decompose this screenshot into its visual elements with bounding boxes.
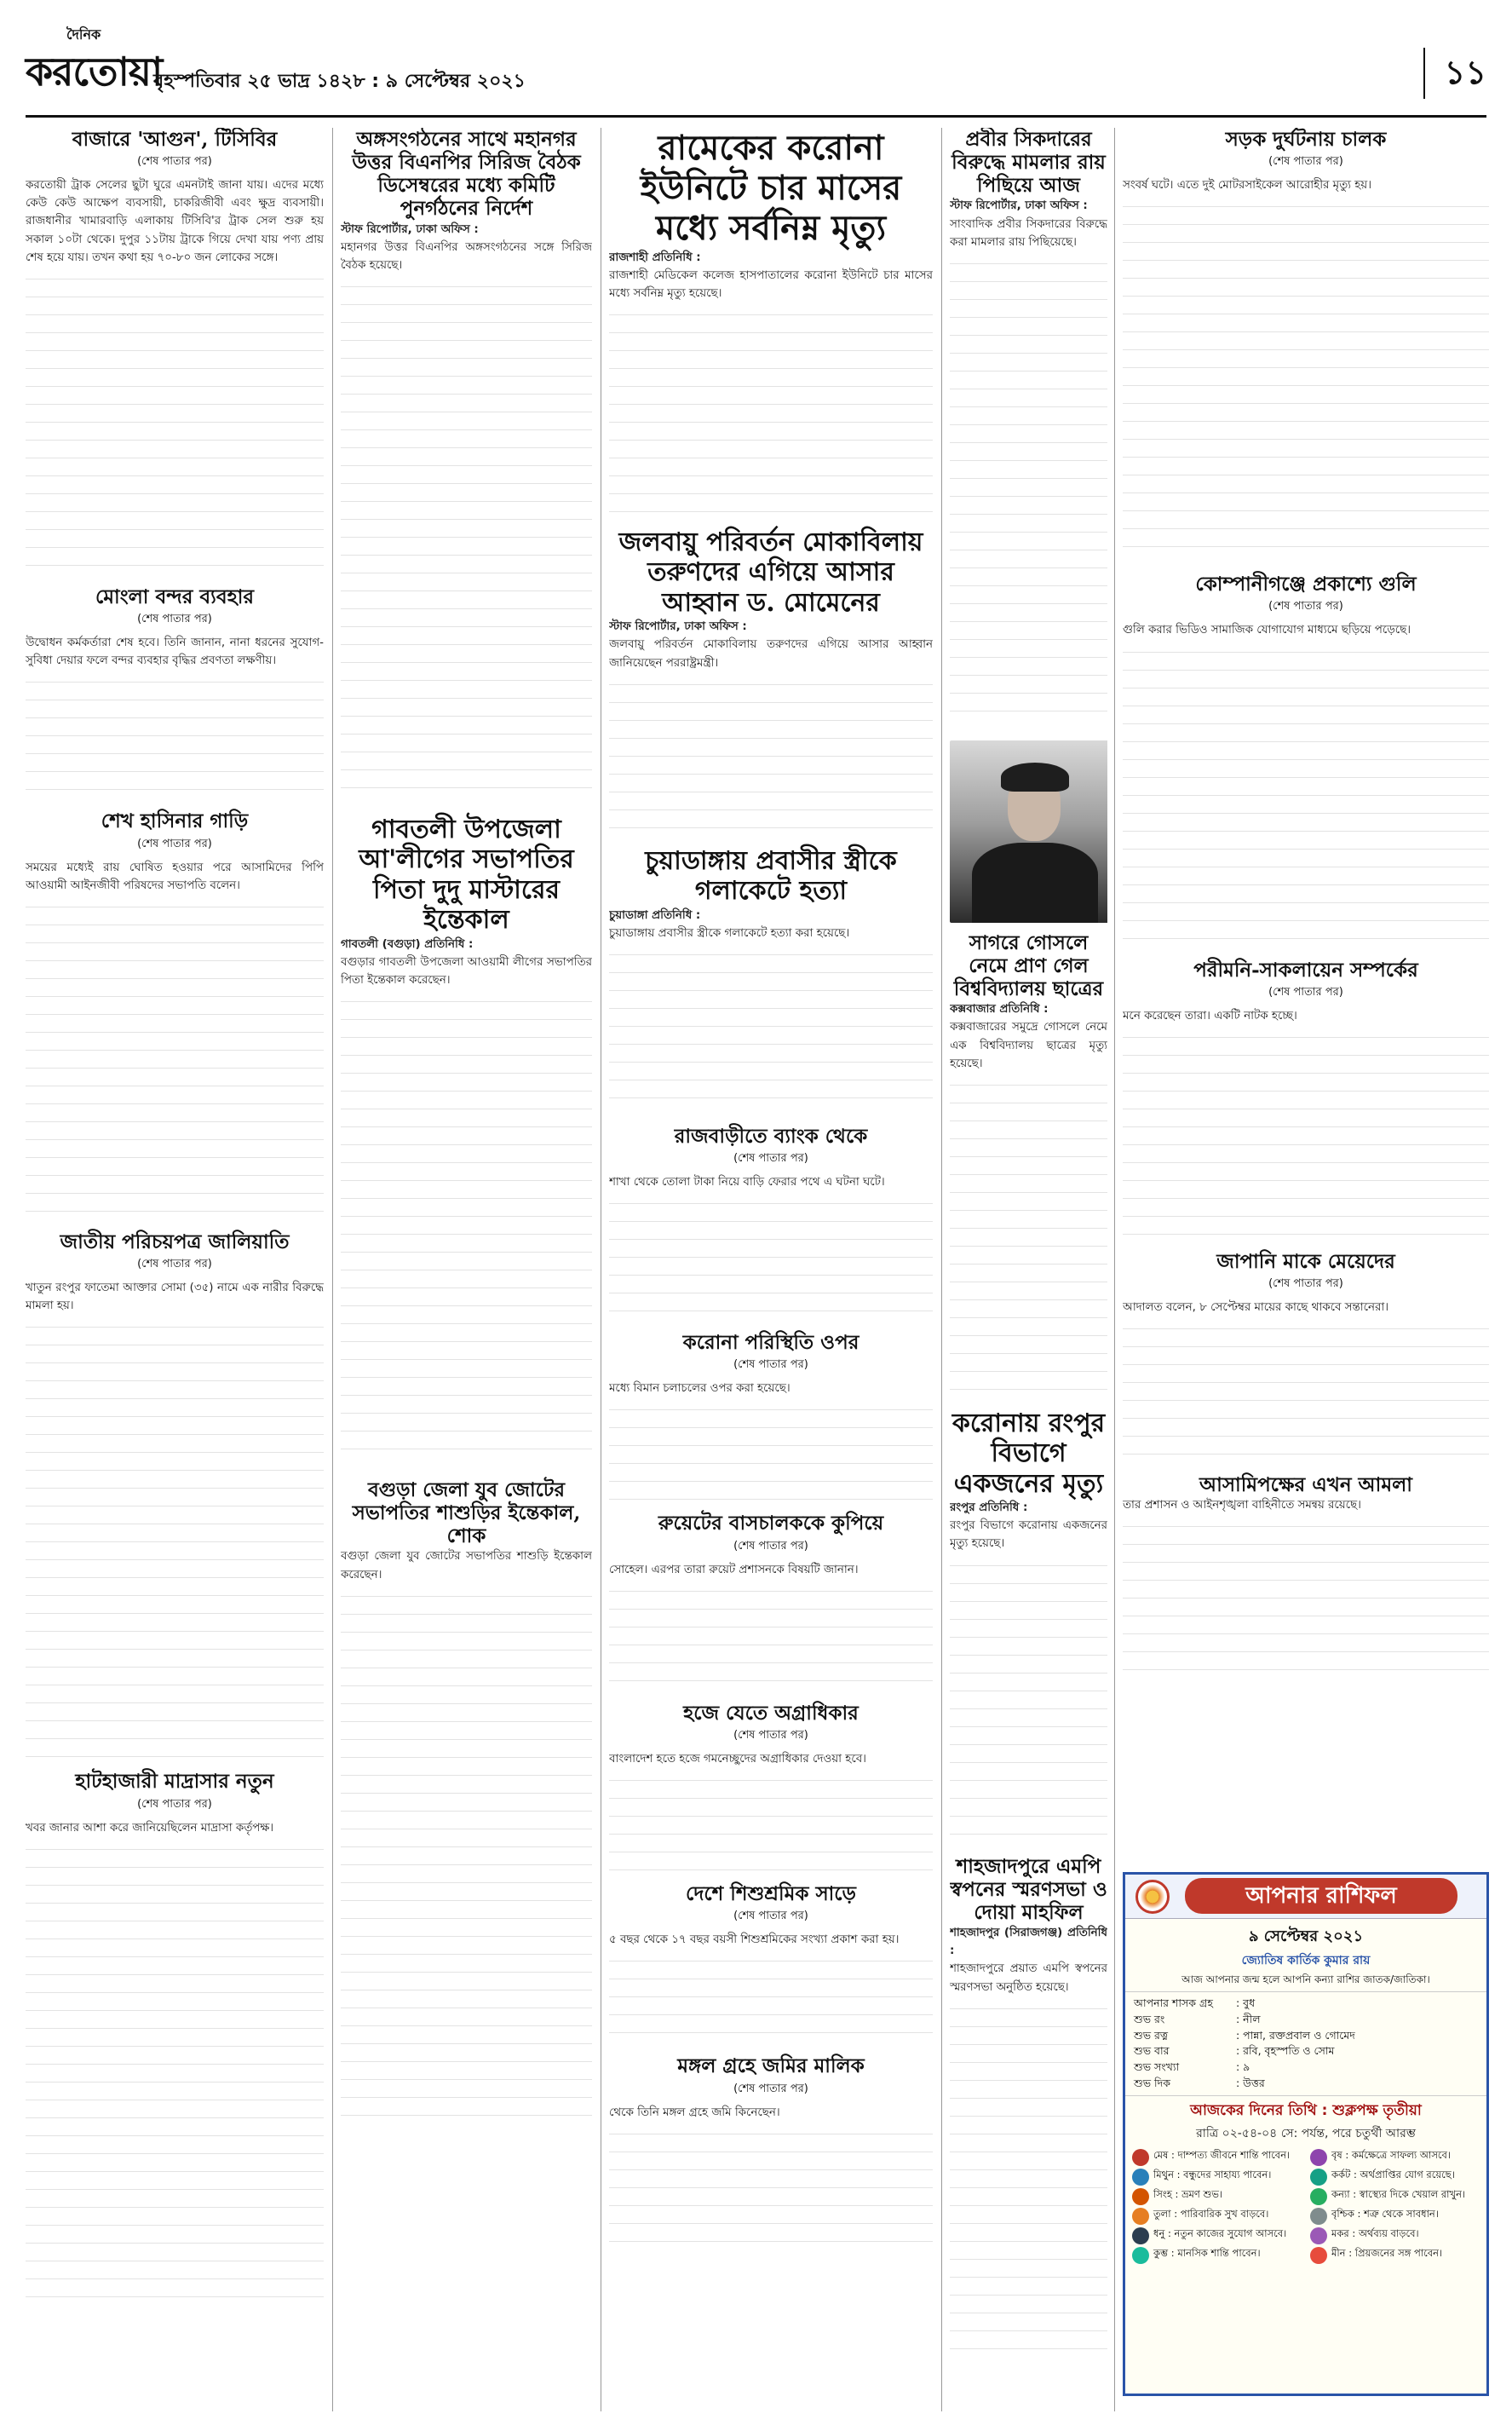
zodiac-sign-text: বৃষ : কর্মক্ষেত্রে সাফল্য আসবে।: [1331, 2148, 1452, 2161]
horoscope-row: [1134, 2043, 1478, 2059]
horoscope-attributes: [1125, 1992, 1486, 2095]
dateline: বৃহস্পতিবার ২৫ ভাদ্র ১৪২৮ : ৯ সেপ্টেম্বর ২০২১: [153, 71, 526, 92]
zodiac-sign-text: মকর : অর্থব্যয় বাড়বে।: [1331, 2226, 1419, 2239]
continuation-note: (শেষ পাতার পর): [1268, 1277, 1343, 1291]
byline: স্টাফ রিপোর্টার, ঢাকা অফিস :: [341, 222, 479, 236]
headline: রুয়েটের বাসচালককে কুপিয়ে: [658, 1512, 884, 1535]
headline: পরীমনি-সাকলায়েন সম্পর্কের: [1193, 958, 1418, 982]
article: [1123, 128, 1489, 561]
byline: শাহজাদপুর (সিরাজগঞ্জ) প্রতিনিধি :: [950, 1927, 1107, 1958]
article-body: চুয়াডাঙ্গায় প্রবাসীর স্ত্রীকে গলাকেটে হত্যা করা হয়েছে।: [609, 926, 850, 940]
headline: করোনা পরিস্থিতি ওপর: [682, 1331, 859, 1355]
zodiac-sign-text: কুম্ভ : মানসিক শান্তি পাবেন।: [1153, 2246, 1261, 2259]
article-body: খবর জানার আশা করে জানিয়েছিলেন মাদ্রাসা কর্তৃপক্ষ।: [26, 1821, 274, 1835]
article-body: সোহেল। এরপর তারা রুয়েট প্রশাসনকে বিষয়টি জানান।: [609, 1563, 859, 1576]
article: [609, 846, 933, 1113]
text-block: [26, 895, 324, 1218]
zodiac-sign-text: সিংহ : ভ্রমণ শুভ।: [1153, 2187, 1223, 2200]
tithi-time: রাত্রি ০২-৫৪-০৪ সে: পর্যন্ত, পরে চতুর্থী আরম্ভ: [1196, 2126, 1416, 2140]
article-body: করতোয়ী ট্রাক সেলের ছুটা ঘুরে এমনটাই জানা যায়। এদের মধ্যে কেউ কেউ আক্ষেপ ব্যবসায়ী, চাকরিজীবী এবং ক্ষুদ্র ব্যবসায়ী। রাজধানীর খামারবাড়ি এলাকায় টিসিবি'র ট্রাক সেল শুরু হয় সকাল ১০টা থেকে। দুপুর ১১টায় ট্রাকে গিয়ে দেখা যায় পণ্য প্রায় শেষ হয়ে যায়। তখন কথা হয় ৭০-৮০ জন লোকের সঙ্গে।: [26, 179, 324, 264]
column-divider: [941, 128, 942, 2411]
byline: রাজশাহী প্রতিনিধি :: [609, 251, 701, 264]
zodiac-sign-icon: [1132, 2247, 1149, 2264]
horoscope-row-key: আপনার শাসক গ্রহ: [1134, 1996, 1213, 2009]
zodiac-sign-text: তুলা : পারিবারিক সুখ বাড়বে।: [1153, 2207, 1269, 2220]
headline: করোনায় রংপুর বিভাগে একজনের মৃত্যু: [951, 1408, 1106, 1499]
article-body: সাংবাদিক প্রবীর সিকদারের বিরুদ্ধে করা মামলার রায় পিছিয়েছে।: [950, 217, 1107, 249]
article-body: সময়ের মধ্যেই রায় ঘোষিত হওয়ার পরে আসামিদের পিপি আওয়ামী আইনজীবী পরিষদের সভাপতি বলেন।: [26, 861, 324, 892]
horoscope-row-key: শুভ বার: [1134, 2044, 1170, 2058]
article: [609, 1702, 933, 1870]
zodiac-sign-entry: [1310, 2149, 1480, 2166]
zodiac-sign-text: মেষ : দাম্পত্য জীবনে শান্তি পাবেন।: [1153, 2148, 1291, 2161]
horoscope-box: [1123, 1872, 1489, 2396]
headline: কোম্পানীগঞ্জে প্রকাশ্যে গুলি: [1195, 573, 1417, 596]
continuation-note: (শেষ পাতার পর): [1268, 155, 1343, 169]
article: [609, 1331, 933, 1500]
headline: বগুড়া জেলা যুব জোটের সভাপতির শাশুড়ির ইন্তেকাল, শোক: [352, 1478, 581, 1548]
headline: হাটহাজারী মাদ্রাসার নতুন: [75, 1770, 274, 1794]
article: [1123, 573, 1489, 946]
continuation-note: (শেষ পাতার পর): [733, 1539, 808, 1552]
article: [950, 931, 1107, 1397]
headline: সড়ক দুর্ঘটনায় চালক: [1225, 128, 1387, 151]
text-block: [609, 302, 933, 516]
zodiac-sign-icon: [1310, 2169, 1327, 2186]
article: [341, 1478, 592, 2129]
article-body: আদালত বলেন, ৮ সেপ্টেম্বর মায়ের কাছে থাকবে সন্তানেরা।: [1123, 1301, 1389, 1315]
article: [26, 1770, 324, 2313]
article-body: শাখা থেকে তোলা টাকা নিয়ে বাড়ি ফেরার পথে এ ঘটনা ঘটে।: [609, 1176, 885, 1190]
article: [609, 2054, 933, 2257]
zodiac-sign-entry: [1310, 2169, 1480, 2186]
column-1: [26, 128, 324, 2411]
zodiac-sign-entry: [1132, 2169, 1302, 2186]
horoscope-row: [1134, 2028, 1478, 2044]
continuation-note: (শেষ পাতার পর): [137, 155, 212, 169]
headline: শেখ হাসিনার গাড়ি: [101, 809, 249, 833]
text-block: [609, 942, 933, 1113]
headline: বাজারে 'আগুন', টিসিবির: [72, 128, 278, 151]
text-block: [26, 1315, 324, 1758]
headline: জলবায়ু পরিবর্তন মোকাবিলায় তরুণদের এগিয়ে আসার আহ্বান ড. মোমেনের: [618, 527, 923, 618]
continuation-note: (শেষ পাতার পর): [137, 613, 212, 626]
zodiac-sign-grid: [1125, 2149, 1486, 2264]
continuation-note: (শেষ পাতার পর): [137, 1797, 212, 1811]
byline: স্টাফ রিপোর্টার, ঢাকা অফিস :: [609, 620, 747, 634]
article: [26, 1230, 324, 1758]
article-body: রংপুর বিভাগে করোনায় একজনের মৃত্যু হয়েছে।: [950, 1519, 1107, 1551]
continuation-note: (শেষ পাতার পর): [1268, 600, 1343, 614]
zodiac-sign-text: কর্কট : অর্থপ্রাপ্তির যোগ রয়েছে।: [1331, 2168, 1455, 2180]
zodiac-sign-icon: [1132, 2227, 1149, 2244]
text-block: [609, 672, 933, 834]
column-divider: [1114, 128, 1115, 2411]
continuation-note: (শেষ পাতার পর): [137, 1258, 212, 1271]
zodiac-wheel-icon: [1135, 1880, 1170, 1914]
article: [26, 585, 324, 798]
article-body: গুলি করার ভিডিও সামাজিক যোগাযোগ মাধ্যমে ছড়িয়ে পড়েছে।: [1123, 624, 1411, 637]
headline: হজে যেতে অগ্রাধিকার: [683, 1701, 859, 1725]
zodiac-sign-icon: [1310, 2149, 1327, 2166]
horoscope-row-key: শুভ দিক: [1134, 2076, 1170, 2089]
headline: আসামিপক্ষের এখন আমলা: [1199, 1473, 1412, 1497]
horoscope-row: [1134, 2059, 1478, 2076]
zodiac-sign-icon: [1132, 2169, 1149, 2186]
article-body: উদ্বোধন কর্মকর্তারা শেষ হবে। তিনি জানান, নানা ধরনের সুযোগ-সুবিধা দেয়ার ফলে বন্দর ব্যবহার বৃদ্ধির প্রবণতা লক্ষণীয়।: [26, 637, 324, 668]
horoscope-title: আপনার রাশিফল: [1185, 1878, 1457, 1914]
zodiac-sign-text: ধনু : নতুন কাজের সুযোগ আসবে।: [1153, 2226, 1287, 2239]
horoscope-row-value: : বুধ: [1236, 1996, 1256, 2009]
zodiac-sign-icon: [1132, 2188, 1149, 2205]
horoscope-row-value: : উত্তর: [1236, 2076, 1265, 2089]
zodiac-sign-entry: [1310, 2247, 1480, 2264]
article-body: কক্সবাজারের সমুদ্রে গোসলে নেমে এক বিশ্ববিদ্যালয় ছাত্রের মৃত্যু হয়েছে।: [950, 1021, 1107, 1070]
text-block: [950, 1073, 1107, 1397]
article-body: বগুড়া জেলা যুব জোটের সভাপতির শাশুড়ি ইন্তেকাল করেছেন।: [341, 1550, 592, 1581]
text-block: [1123, 194, 1489, 561]
byline: রংপুর প্রতিনিধি :: [950, 1501, 1028, 1515]
continuation-note: (শেষ পাতার পর): [733, 2082, 808, 2095]
text-block: [950, 251, 1107, 729]
zodiac-sign-icon: [1132, 2208, 1149, 2225]
headline: সাগরে গোসলে নেমে প্রাণ গেল বিশ্ববিদ্যালয় ছাত্রের: [953, 930, 1104, 1001]
text-block: [609, 2122, 933, 2258]
horoscope-row-key: শুভ রং: [1134, 2012, 1165, 2025]
text-block: [609, 1191, 933, 1319]
text-block: [1123, 1514, 1489, 1685]
portrait-photo: [950, 740, 1107, 923]
column-4: [950, 128, 1107, 2411]
headline: গাবতলী উপজেলা আ'লীগের সভাপতির পিতা দুদু মাস্টারের ইন্তেকাল: [359, 815, 574, 936]
article: [609, 1512, 933, 1689]
zodiac-sign-entry: [1132, 2227, 1302, 2244]
zodiac-sign-icon: [1310, 2247, 1327, 2264]
horoscope-row: [1134, 1996, 1478, 2012]
masthead: [26, 17, 1486, 118]
article: [950, 1855, 1107, 2354]
horoscope-row-value: : ৯: [1236, 2060, 1250, 2073]
zodiac-sign-entry: [1132, 2208, 1302, 2225]
page-number: ১১: [1423, 48, 1486, 99]
text-block: [26, 1837, 324, 2314]
continuation-note: (শেষ পাতার পর): [137, 837, 212, 850]
headline: জাতীয় পরিচয়পত্র জালিয়াতি: [60, 1230, 290, 1253]
byline: কক্সবাজার প্রতিনিধি :: [950, 1003, 1049, 1017]
article: [26, 128, 324, 573]
newspaper-logo: [26, 22, 163, 107]
article: [1123, 1250, 1489, 1461]
zodiac-sign-text: মিথুন : বন্ধুদের সাহায্য পাবেন।: [1153, 2168, 1272, 2180]
article-body: মনে করেছেন তারা। একটি নাটক হচ্ছে।: [1123, 1009, 1297, 1023]
horoscope-row-value: : পান্না, রক্তপ্রবাল ও গোমেদ: [1236, 2028, 1355, 2042]
column-divider: [332, 128, 333, 2411]
text-block: [950, 1996, 1107, 2354]
headline: মঙ্গল গ্রহে জমির মালিক: [677, 2054, 865, 2078]
zodiac-sign-icon: [1310, 2188, 1327, 2205]
horoscope-row-key: শুভ সংখ্যা: [1134, 2060, 1180, 2073]
headline: চুয়াডাঙ্গায় প্রবাসীর স্ত্রীকে গলাকেটে হত্যা: [645, 845, 897, 907]
horoscope-row-value: : রবি, বৃহস্পতি ও সোম: [1236, 2044, 1335, 2058]
text-block: [609, 1397, 933, 1500]
horoscope-row-value: : নীল: [1236, 2012, 1261, 2025]
article-body: বাংলাদেশ হতে হজে গমনেচ্ছুদের অগ্রাধিকার দেওয়া হবে।: [609, 1752, 866, 1766]
text-block: [1123, 1025, 1489, 1238]
article: [1123, 1473, 1489, 1685]
article-body: সংবর্ষ ঘটে। এতে দুই মোটরসাইকেল আরোহীর মৃত্যু হয়।: [1123, 179, 1371, 193]
text-block: [609, 1949, 933, 2042]
text-block: [609, 1579, 933, 1690]
zodiac-sign-text: কন্যা : স্বাস্থ্যের দিকে খেয়াল রাখুন।: [1331, 2187, 1466, 2200]
headline: জাপানি মাকে মেয়েদের: [1216, 1249, 1395, 1273]
text-block: [341, 274, 592, 803]
headline: শাহজাদপুরে এমপি স্বপনের স্মরণসভা ও দোয়া মাহফিল: [950, 1854, 1107, 1924]
headline: রাজবাড়ীতে ব্যাংক থেকে: [674, 1124, 868, 1148]
column-3: [609, 128, 933, 2411]
byline: স্টাফ রিপোর্টার, ঢাকা অফিস :: [950, 199, 1088, 213]
zodiac-sign-entry: [1310, 2188, 1480, 2205]
article-body: বগুড়ার গাবতলী উপজেলা আওয়ামী লীগের সভাপতির পিতা ইন্তেকাল করেছেন।: [341, 955, 592, 987]
text-block: [1123, 1316, 1489, 1461]
tithi-label: আজকের দিনের তিথি : শুক্লপক্ষ তৃতীয়া: [1125, 2095, 1486, 2123]
text-block: [950, 1553, 1107, 1843]
continuation-note: (শেষ পাতার পর): [733, 1152, 808, 1166]
text-block: [26, 267, 324, 573]
zodiac-sign-entry: [1132, 2149, 1302, 2166]
article-body: ৫ বছর থেকে ১৭ বছর বয়সী শিশুশ্রমিকের সংখ্যা প্রকাশ করা হয়।: [609, 1933, 900, 1947]
headline: প্রবীর সিকদারের বিরুদ্ধে মামলার রায় পিছিয়ে আজ: [951, 128, 1106, 198]
text-block: [1123, 640, 1489, 947]
zodiac-sign-text: মীন : প্রিয়জনের সঙ্গ পাবেন।: [1331, 2246, 1443, 2259]
astrologer-name: জ্যোতিষ কার্তিক কুমার রায়: [1241, 1954, 1371, 1967]
zodiac-sign-entry: [1132, 2188, 1302, 2205]
continuation-note: (শেষ পাতার পর): [733, 1910, 808, 1923]
continuation-note: (শেষ পাতার পর): [733, 1358, 808, 1372]
text-block: [341, 989, 592, 1466]
continuation-note: (শেষ পাতার পর): [733, 1728, 808, 1742]
article: [341, 815, 592, 1466]
article-body: মধ্যে বিমান চলাচলের ওপর করা হয়েছে।: [609, 1382, 790, 1396]
logo-name: করতোয়া: [26, 49, 163, 95]
zodiac-sign-entry: [1132, 2247, 1302, 2264]
headline: রামেকের করোনা ইউনিটে চার মাসের মধ্যে সর্বনিম্ন মৃত্যু: [640, 128, 902, 249]
article: [950, 1408, 1107, 1843]
article-body: খাতুন রংপুর ফাতেমা আক্তার সোমা (৩৫) নামে এক নারীর বিরুদ্ধে মামলা হয়।: [26, 1282, 324, 1313]
headline: দেশে শিশুশ্রমিক সাড়ে: [686, 1882, 856, 1906]
headline: অঙ্গসংগঠনের সাথে মহানগর উত্তর বিএনপির সিরিজ বৈঠক ডিসেম্বরের মধ্যে কমিটি পুনর্গঠনের নির্দেশ: [352, 128, 581, 221]
zodiac-sign-icon: [1310, 2208, 1327, 2225]
article: [341, 128, 592, 803]
article: [609, 1125, 933, 1319]
column-5: [1123, 128, 1489, 1862]
logo-small-text: দৈনিক: [66, 26, 101, 43]
article-body: রাজশাহী মেডিকেল কলেজ হাসপাতালের করোনা ইউনিটে চার মাসের মধ্যে সর্বনিম্ন মৃত্যু হয়েছে।: [609, 268, 933, 300]
column-2: [341, 128, 592, 2411]
article-body: তার প্রশাসন ও আইনশৃঙ্খলা বাহিনীতে সমন্বয় রয়েছে।: [1123, 1499, 1361, 1512]
horoscope-date: ৯ সেপ্টেম্বর ২০২১: [1248, 1927, 1364, 1945]
horoscope-header: [1125, 1875, 1486, 1919]
article: [26, 809, 324, 1218]
text-block: [609, 1768, 933, 1870]
article-body: থেকে তিনি মঙ্গল গ্রহে জমি কিনেছেন।: [609, 2106, 780, 2119]
zodiac-sign-icon: [1132, 2149, 1149, 2166]
text-block: [26, 670, 324, 798]
article: [609, 1882, 933, 2042]
zodiac-sign-icon: [1310, 2227, 1327, 2244]
zodiac-sign-entry: [1310, 2227, 1480, 2244]
byline: চুয়াডাঙ্গা প্রতিনিধি :: [609, 908, 701, 922]
article: [609, 128, 933, 516]
horoscope-row-key: শুভ রত্ন: [1134, 2028, 1169, 2042]
article: [1123, 959, 1489, 1238]
article-body: শাহজাদপুরে প্রয়াত এমপি স্বপনের স্মরণসভা অনুষ্ঠিত হয়েছে।: [950, 1962, 1107, 1994]
byline: গাবতলী (বগুড়া) প্রতিনিধি :: [341, 937, 474, 951]
horoscope-intro: আজ আপনার জন্ম হলে আপনি কন্যা রাশির জাতক/জাতিকা।: [1125, 1971, 1486, 1992]
zodiac-sign-entry: [1310, 2208, 1480, 2225]
continuation-note: (শেষ পাতার পর): [1268, 985, 1343, 999]
article: [609, 527, 933, 834]
headline: মোংলা বন্দর ব্যবহার: [95, 585, 255, 608]
horoscope-row: [1134, 2012, 1478, 2028]
zodiac-sign-text: বৃশ্চিক : শত্রু থেকে সাবধান।: [1331, 2207, 1439, 2220]
horoscope-row: [1134, 2076, 1478, 2092]
article-body: মহানগর উত্তর বিএনপির অঙ্গসংগঠনের সঙ্গে সিরিজ বৈঠক হয়েছে।: [341, 240, 592, 272]
text-block: [341, 1584, 592, 2129]
article-body: জলবায়ু পরিবর্তন মোকাবিলায় তরুণদের এগিয়ে আসার আহ্বান জানিয়েছেন পররাষ্ট্রমন্ত্রী।: [609, 638, 933, 670]
article: [950, 128, 1107, 729]
